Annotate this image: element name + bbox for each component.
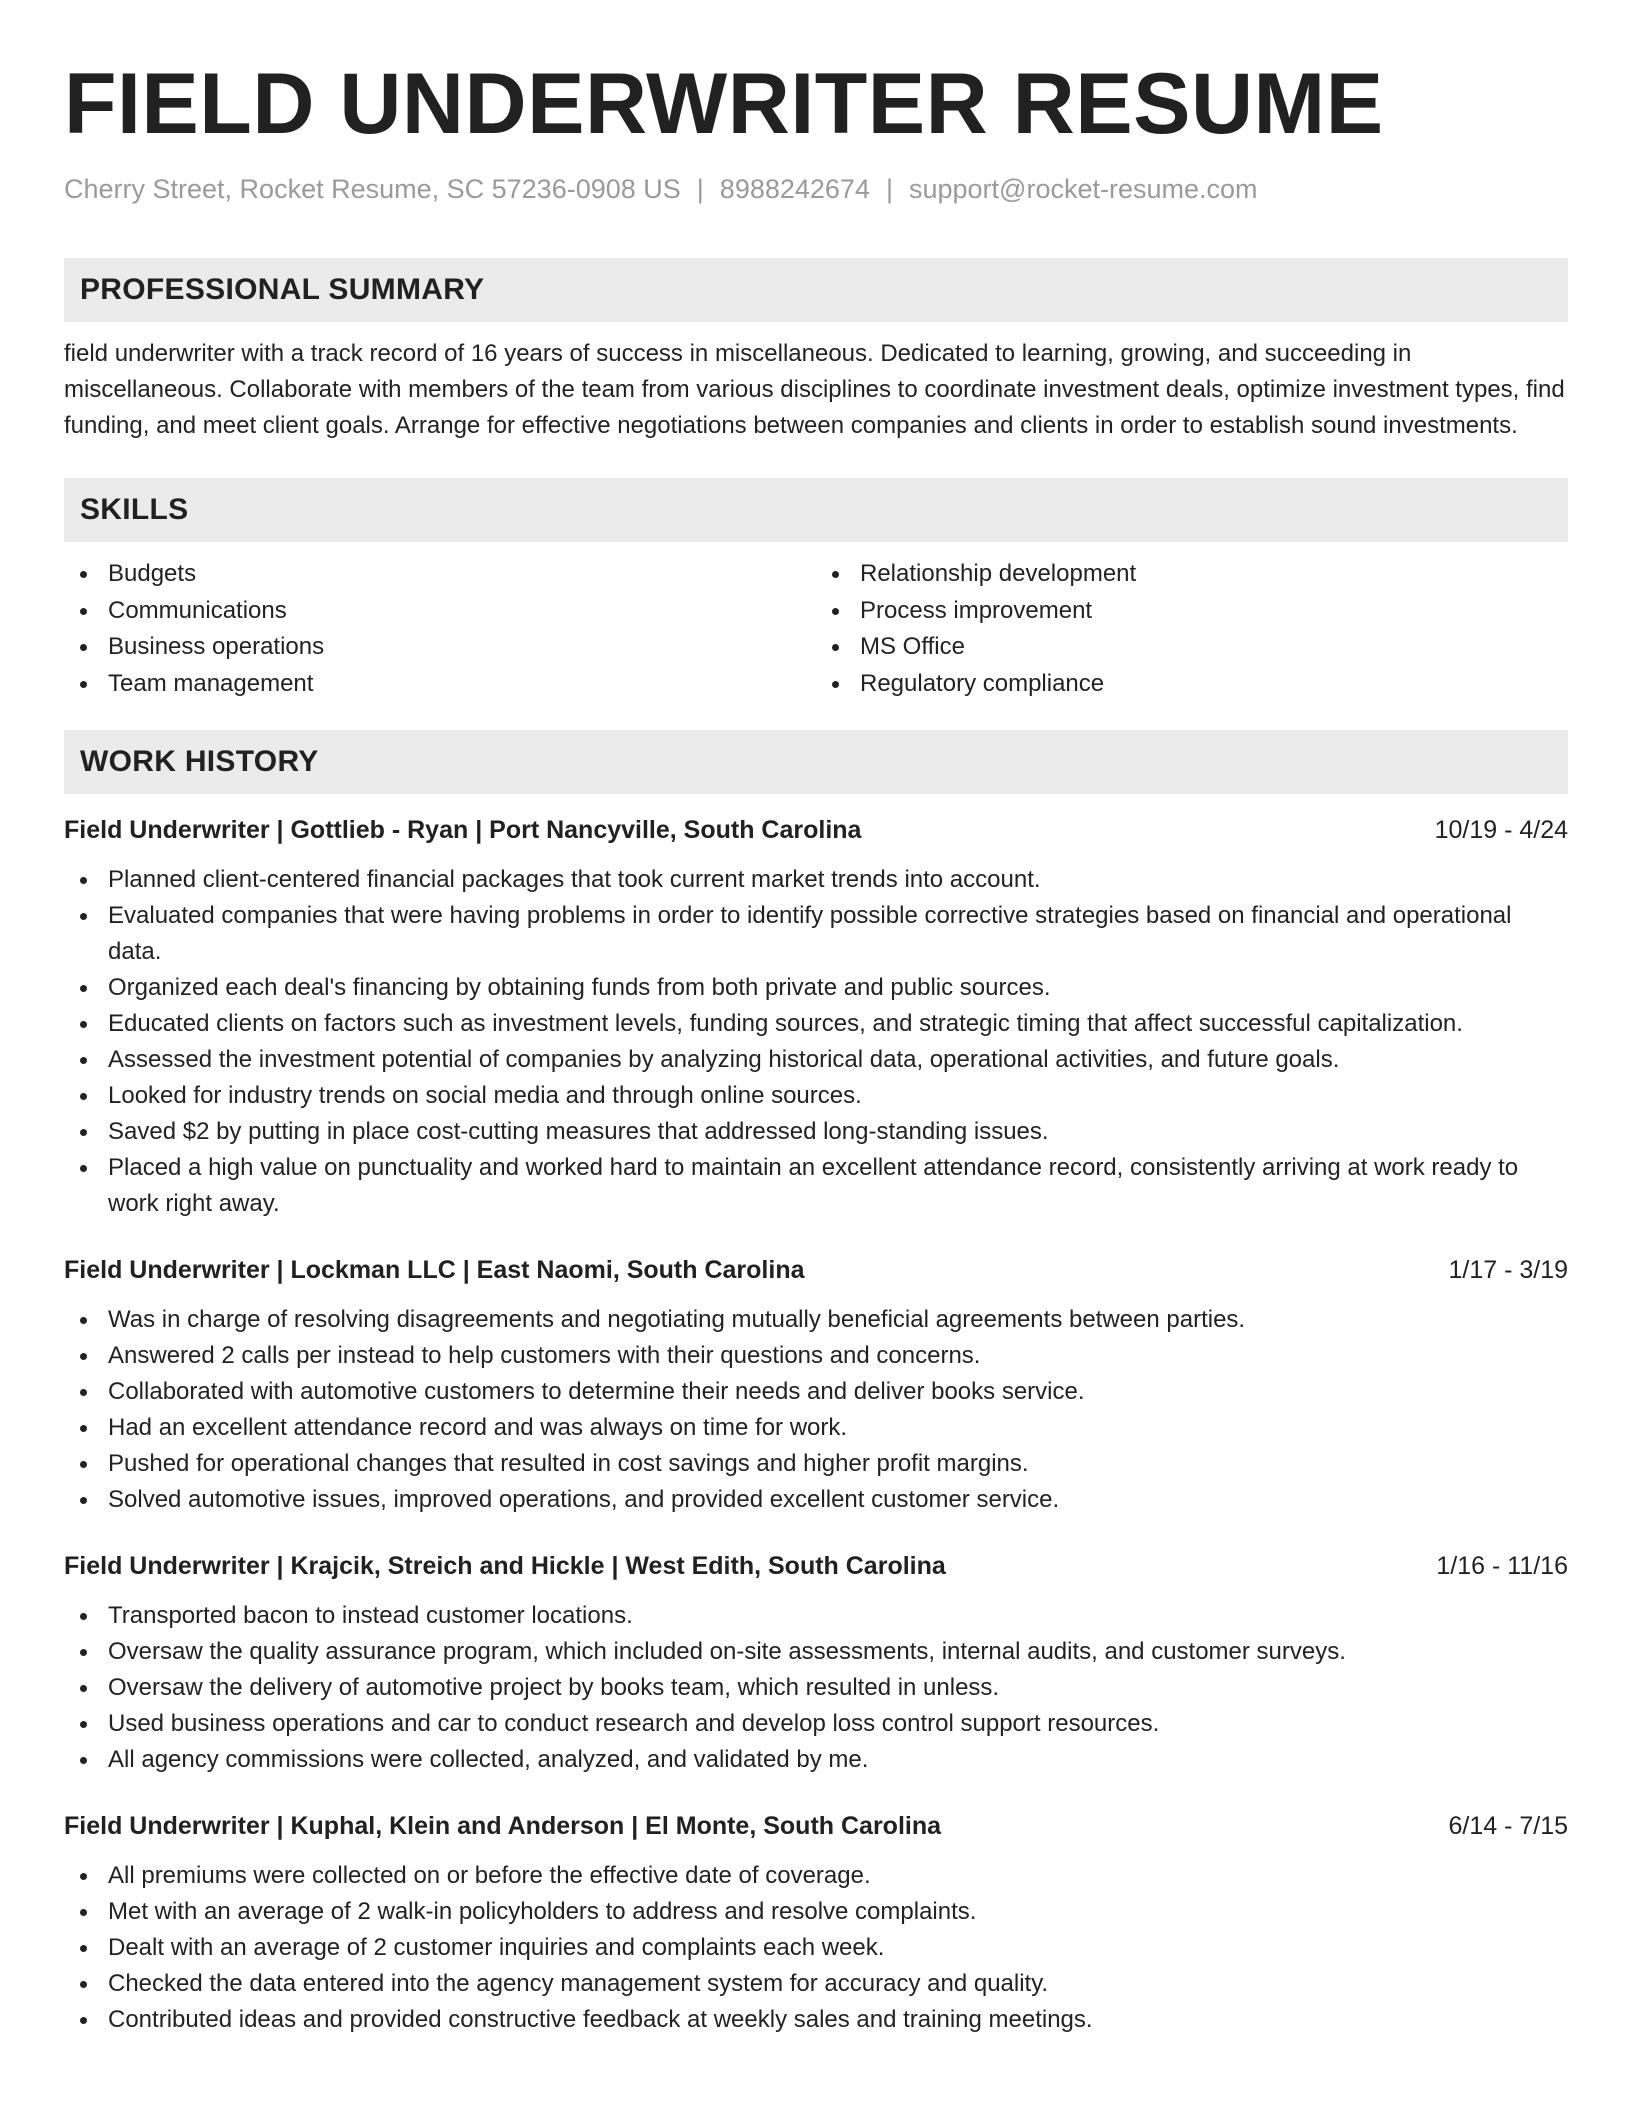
job-bullet: Answered 2 calls per instead to help customers with their questions and concerns. bbox=[64, 1338, 1568, 1374]
job-header bbox=[64, 1252, 1568, 1288]
job-bullet: Organized each deal's financing by obtaining funds from both private and public sources. bbox=[64, 970, 1568, 1006]
job-bullets bbox=[64, 862, 1568, 1222]
skills-list bbox=[64, 556, 1568, 702]
job-entry bbox=[64, 812, 1568, 1222]
job-bullet: Was in charge of resolving disagreements and negotiating mutually beneficial agreements between parties. bbox=[64, 1302, 1568, 1338]
job-bullet: Looked for industry trends on social media and through online sources. bbox=[64, 1078, 1568, 1114]
skill-item: Team management bbox=[64, 666, 816, 703]
job-bullet: Contributed ideas and provided constructive feedback at weekly sales and training meetings. bbox=[64, 2002, 1568, 2038]
section-header-summary: PROFESSIONAL SUMMARY bbox=[64, 258, 1568, 322]
job-bullet: Educated clients on factors such as investment levels, funding sources, and strategic timing that affect successful capitalization. bbox=[64, 1006, 1568, 1042]
skill-item: MS Office bbox=[816, 629, 1568, 666]
skills-column-right bbox=[816, 556, 1568, 702]
job-title: Field Underwriter | Kuphal, Klein and Anderson | El Monte, South Carolina bbox=[64, 1812, 942, 1840]
resume-title: FIELD UNDERWRITER RESUME bbox=[64, 56, 1384, 152]
job-bullet: Planned client-centered financial packages that took current market trends into account. bbox=[64, 862, 1568, 898]
section-header-work-history: WORK HISTORY bbox=[64, 730, 1568, 794]
job-title: Field Underwriter | Lockman LLC | East Naomi, South Carolina bbox=[64, 1256, 805, 1284]
skill-item: Regulatory compliance bbox=[816, 666, 1568, 703]
job-dates: 1/17 - 3/19 bbox=[1448, 1256, 1568, 1284]
job-bullets bbox=[64, 1598, 1568, 1778]
job-title: Field Underwriter | Krajcik, Streich and Hickle | West Edith, South Carolina bbox=[64, 1552, 946, 1580]
job-bullet: Collaborated with automotive customers to determine their needs and deliver books service. bbox=[64, 1374, 1568, 1410]
job-bullet: Assessed the investment potential of companies by analyzing historical data, operational activities, and future goals. bbox=[64, 1042, 1568, 1078]
contact-phone: 8988242674 bbox=[719, 174, 870, 204]
job-dates: 1/16 - 11/16 bbox=[1436, 1552, 1568, 1580]
job-header bbox=[64, 1808, 1568, 1844]
job-bullets bbox=[64, 1858, 1568, 2038]
skill-item: Budgets bbox=[64, 556, 816, 593]
skills-column-left bbox=[64, 556, 816, 702]
skill-item: Relationship development bbox=[816, 556, 1568, 593]
contact-separator: | bbox=[696, 174, 704, 204]
job-header bbox=[64, 1548, 1568, 1584]
job-title: Field Underwriter | Gottlieb - Ryan | Port Nancyville, South Carolina bbox=[64, 816, 862, 844]
job-bullet: Solved automotive issues, improved operations, and provided excellent customer service. bbox=[64, 1482, 1568, 1518]
job-bullet: Pushed for operational changes that resulted in cost savings and higher profit margins. bbox=[64, 1446, 1568, 1482]
skill-item: Business operations bbox=[64, 629, 816, 666]
contact-address: Cherry Street, Rocket Resume, SC 57236-0908 US bbox=[64, 174, 681, 204]
job-bullet: Oversaw the delivery of automotive project by books team, which resulted in unless. bbox=[64, 1670, 1568, 1706]
section-header-skills: SKILLS bbox=[64, 478, 1568, 542]
job-bullet: Checked the data entered into the agency management system for accuracy and quality. bbox=[64, 1966, 1568, 2002]
skill-item: Process improvement bbox=[816, 593, 1568, 630]
job-bullet: All premiums were collected on or before the effective date of coverage. bbox=[64, 1858, 1568, 1894]
job-bullet: Met with an average of 2 walk-in policyholders to address and resolve complaints. bbox=[64, 1894, 1568, 1930]
job-bullet: Dealt with an average of 2 customer inquiries and complaints each week. bbox=[64, 1930, 1568, 1966]
contact-line bbox=[64, 172, 1568, 206]
job-dates: 6/14 - 7/15 bbox=[1448, 1812, 1568, 1840]
job-entry bbox=[64, 1808, 1568, 2038]
job-bullet: Oversaw the quality assurance program, which included on-site assessments, internal audits, and customer surveys. bbox=[64, 1634, 1568, 1670]
summary-text: field underwriter with a track record of 16 years of success in miscellaneous. Dedicated to learning, growing, and succeeding in miscellaneous. Collaborate with members of the team from various disciplines to coordinate investment deals, optimize investment types, find funding, and meet client goals. Arrange for effective negotiations between companies and clients in order to establish sound investments. bbox=[64, 340, 1565, 439]
job-bullet: Had an excellent attendance record and was always on time for work. bbox=[64, 1410, 1568, 1446]
job-bullets bbox=[64, 1302, 1568, 1518]
job-bullet: Placed a high value on punctuality and worked hard to maintain an excellent attendance record, consistently arriving at work ready to work right away. bbox=[64, 1150, 1568, 1222]
contact-email: support@rocket-resume.com bbox=[908, 174, 1258, 204]
job-bullet: Used business operations and car to conduct research and develop loss control support resources. bbox=[64, 1706, 1568, 1742]
job-entry bbox=[64, 1548, 1568, 1778]
skill-item: Communications bbox=[64, 593, 816, 630]
job-bullet: Evaluated companies that were having problems in order to identify possible corrective strategies based on financial and operational data. bbox=[64, 898, 1568, 970]
job-header bbox=[64, 812, 1568, 848]
job-entry bbox=[64, 1252, 1568, 1518]
contact-separator: | bbox=[885, 174, 893, 204]
job-bullet: Saved $2 by putting in place cost-cutting measures that addressed long-standing issues. bbox=[64, 1114, 1568, 1150]
job-bullet: Transported bacon to instead customer locations. bbox=[64, 1598, 1568, 1634]
job-bullet: All agency commissions were collected, analyzed, and validated by me. bbox=[64, 1742, 1568, 1778]
job-dates: 10/19 - 4/24 bbox=[1434, 816, 1568, 844]
